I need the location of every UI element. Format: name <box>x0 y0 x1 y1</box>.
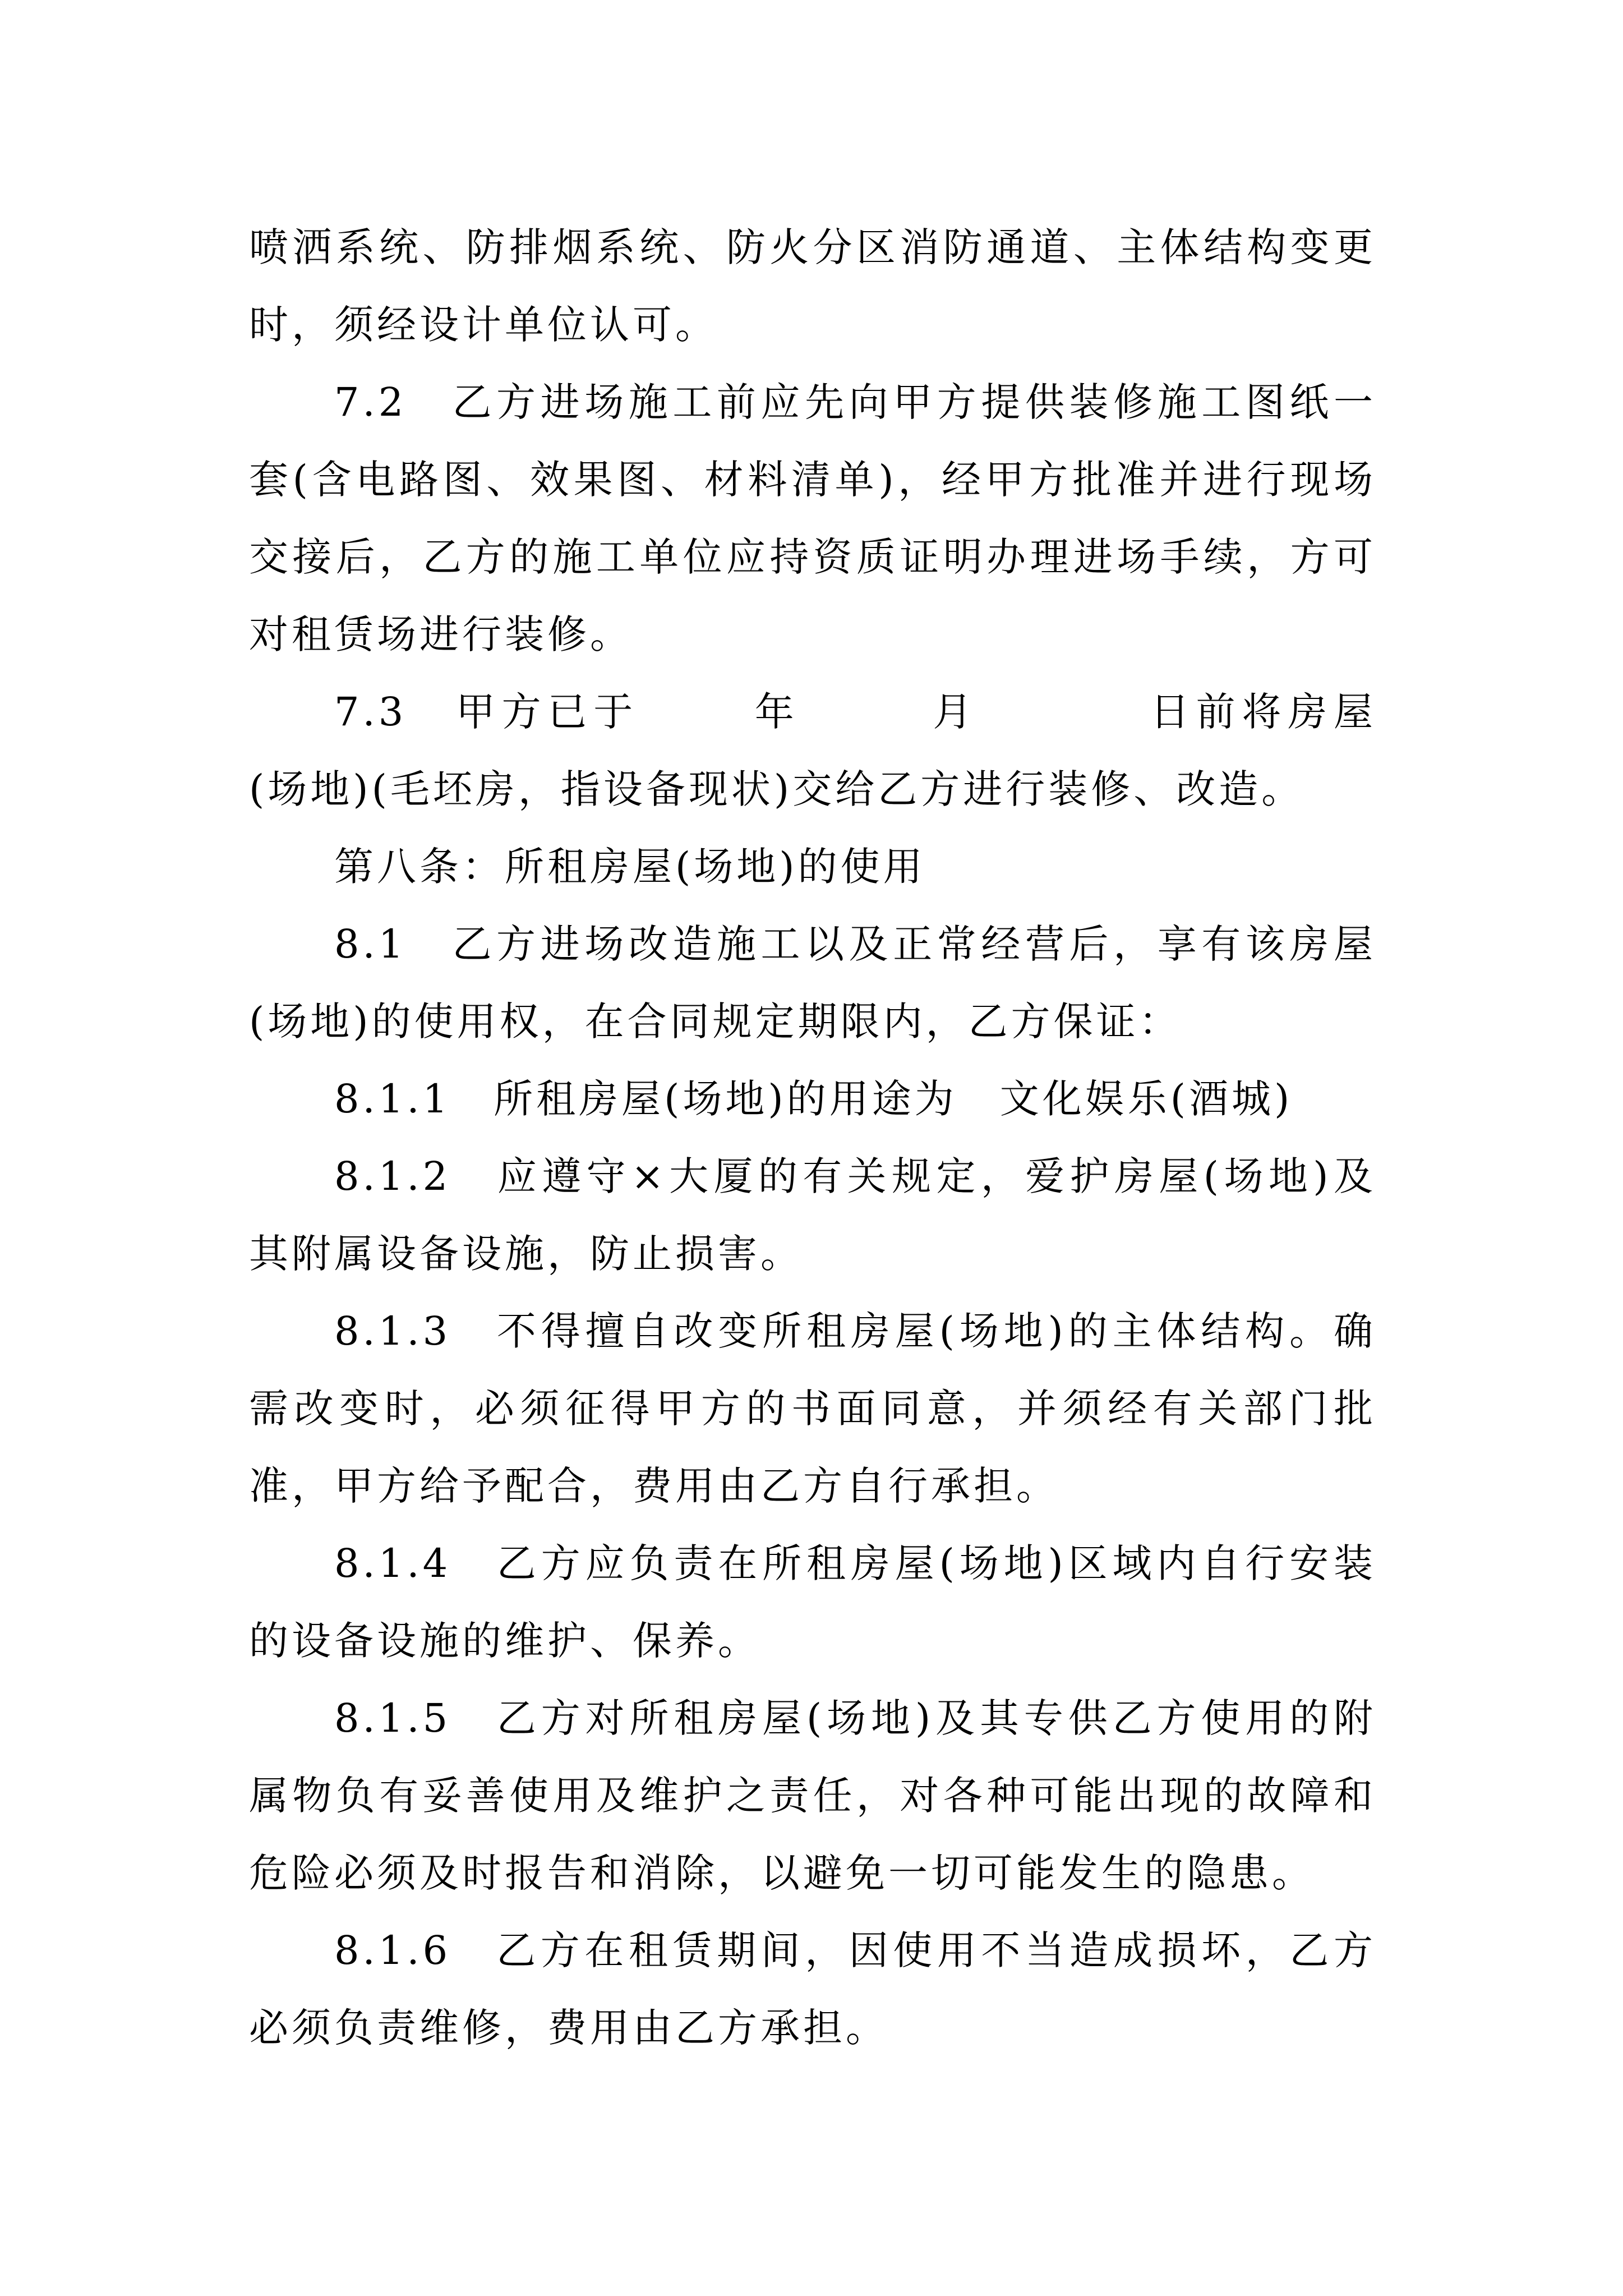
paragraph-sprinkler-clause-continued: 喷洒系统、防排烟系统、防火分区消防通道、主体结构变更时，须经设计单位认可。 <box>249 224 1376 348</box>
paragraph-7-3-year: 年 <box>751 689 801 735</box>
document-body <box>249 209 1376 2067</box>
section-heading-article-8: 第八条：所租房屋(场地)的使用 <box>334 844 926 890</box>
paragraph-8-1-5: 8.1.5 乙方对所租房屋(场地)及其专供乙方使用的附属物负有妥善使用及维护之责任，对各种可能出现的故障和危险必须及时报告和消除，以避免一切可能发生的隐患。 <box>249 1695 1376 1896</box>
paragraph-8-1-1: 8.1.1 所租房屋(场地)的用途为 文化娱乐(酒城) <box>334 1076 1293 1122</box>
paragraph-8-1-3: 8.1.3 不得擅自改变所租房屋(场地)的主体结构。确需改变时，必须征得甲方的书面同意，并须经有关部门批准，甲方给予配合，费用由乙方自行承担。 <box>249 1308 1376 1509</box>
paragraph-7-3 <box>249 673 1376 828</box>
paragraph-7-3-tail: 日前将房屋(场地)(毛坯房，指设备现状)交给乙方进行装修、改造。 <box>249 689 1377 812</box>
paragraph-8-1-2: 8.1.2 应遵守×大厦的有关规定，爱护房屋(场地)及其附属设备设施，防止损害。 <box>249 1153 1376 1277</box>
paragraph-7-3-lead: 7.3 甲方已于 <box>334 689 639 735</box>
paragraph-8-1: 8.1 乙方进场改造施工以及正常经营后，享有该房屋(场地)的使用权，在合同规定期限内，乙方保证： <box>249 921 1376 1045</box>
paragraph-8-1-6: 8.1.6 乙方在租赁期间，因使用不当造成损坏，乙方必须负责维修，费用由乙方承担。 <box>249 1927 1376 2051</box>
paragraph-7-3-month: 月 <box>929 689 979 735</box>
paragraph-7-2: 7.2 乙方进场施工前应先向甲方提供装修施工图纸一套(含电路图、效果图、材料清单)，经甲方批准并进行现场交接后，乙方的施工单位应持资质证明办理进场手续，方可对租赁场进行装修。 <box>249 379 1376 657</box>
paragraph-8-1-4: 8.1.4 乙方应负责在所租房屋(场地)区域内自行安装的设备设施的维护、保养。 <box>249 1540 1376 1664</box>
